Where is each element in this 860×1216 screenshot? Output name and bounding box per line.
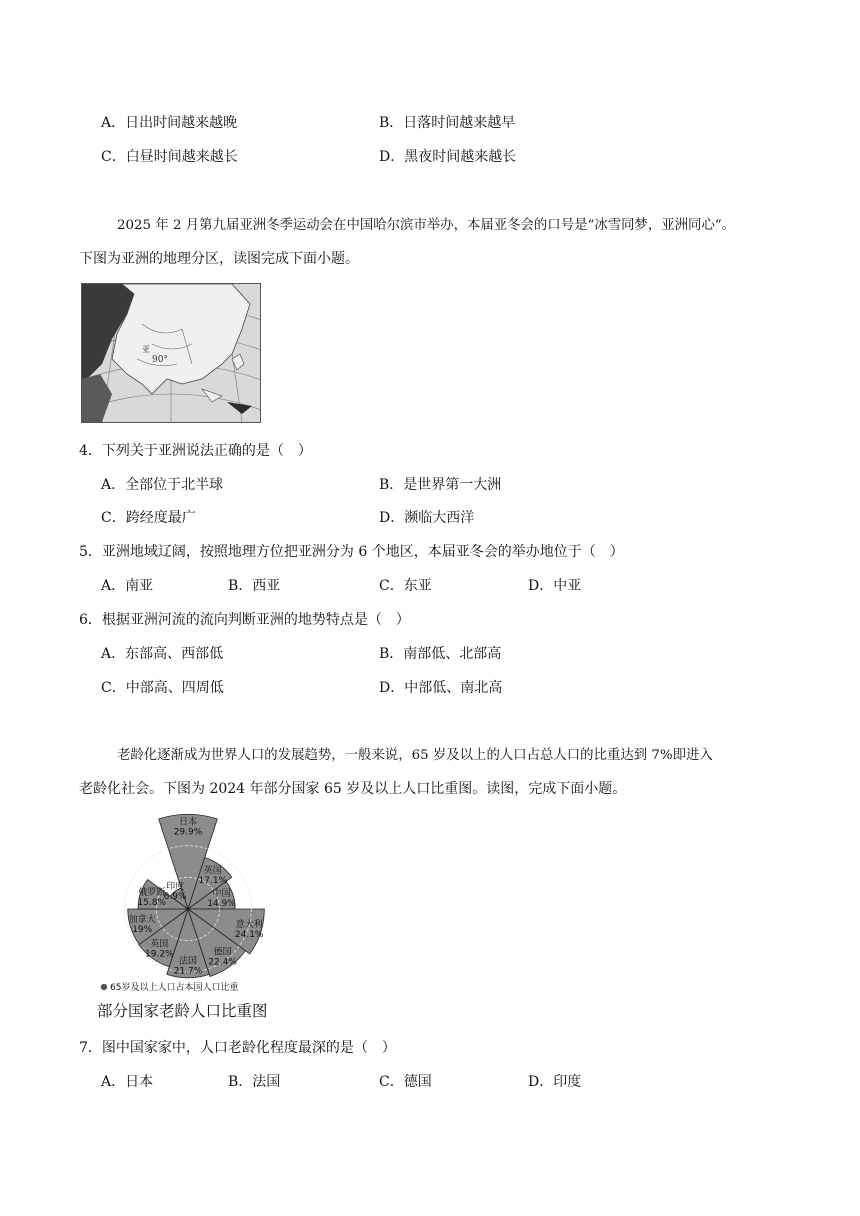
rose-value-label: 22.4% [208,957,237,968]
rose-category-label: 日本 [178,817,198,828]
question-7-stem: 7．图中国家家中，人口老龄化程度最深的是（ ） [79,1040,396,1056]
rose-category-label: 英国 [203,865,222,876]
intro-paragraph-line: 老龄化逐渐成为世界人口的发展趋势，一般来说，65 岁及以上的人口占总人口的比重达到 7%即进入 [117,748,713,763]
chart-title: 部分国家老龄人口比重图 [97,1002,268,1020]
rose-value-label: 17.1% [198,875,228,886]
option-b: B．西亚 [228,578,281,594]
rose-value-label: 21.7% [173,966,203,977]
question-5-stem: 5．亚洲地域辽阔，按照地理方位把亚洲分为 6 个地区，本届亚冬会的举办地位于（ ） [79,544,624,560]
option-c: C．跨经度最广 [101,510,196,526]
rose-value-label: 15.8% [137,898,167,909]
asia-regions-map [81,283,261,423]
option-d: D．濒临大西洋 [379,510,475,526]
intro-paragraph-line: 老龄化社会。下图为 2024 年部分国家 65 岁及以上人口比重图。读图，完成下面小题。 [79,781,627,797]
map-label-ya: 亚 [142,345,150,354]
rose-category-label: 中国 [212,889,231,900]
rose-value-label: 6.9% [163,892,187,903]
rose-category-label: 印度 [166,882,185,893]
option-c: C．白昼时间越来越长 [101,149,238,165]
option-c: C．东亚 [379,578,432,594]
asia-map-image [82,284,260,422]
option-d: D．黑夜时间越来越长 [379,149,517,165]
rose-category-label: 法国 [178,956,198,967]
option-d: D．中部低、南北高 [379,680,503,696]
rose-value-label: 24.1% [234,929,264,940]
rose-legend [101,981,239,993]
rose-category-label: 意大利 [235,919,263,930]
rose-value-label: 14.9% [207,899,236,910]
option-d: D．印度 [528,1074,582,1090]
legend-marker [101,984,107,990]
legend-text: 65岁及以上人口占本国人口比重 [110,983,239,993]
rose-category-label: 俄罗斯 [138,888,166,899]
option-a: A．日本 [101,1074,154,1090]
map-label-90: 90° [152,355,168,365]
option-a: A．全部位于北半球 [101,477,224,493]
question-4-stem: 4．下列关于亚洲说法正确的是（ ） [79,443,312,459]
option-a: A．东部高、西部低 [101,646,224,662]
rose-category-label: 加拿大 [128,914,156,925]
rose-category-label: 英国 [150,939,169,950]
question-6-stem: 6．根据亚洲河流的流向判断亚洲的地势特点是（ ） [79,612,410,628]
option-b: B．法国 [228,1074,281,1090]
option-b: B．是世界第一大洲 [379,477,502,493]
option-c: C．中部高、四周低 [101,680,224,696]
rose-value-label: 19.2% [145,949,174,960]
option-b: B．南部低、北部高 [379,646,502,662]
option-a: A．南亚 [101,578,154,594]
rose-category-label: 德国 [213,947,232,958]
intro-paragraph-line: 2025 年 2 月第九届亚洲冬季运动会在中国哈尔滨市举办，本届亚冬会的口号是“冰雪同梦，亚洲同心”。 [117,218,736,233]
option-d: D．中亚 [528,578,582,594]
option-a: A．日出时间越来越晚 [101,115,238,131]
option-c: C．德国 [379,1074,432,1090]
aging-population-rose-chart [85,805,315,1027]
rose-value-label: 19% [132,924,153,935]
option-b: B．日落时间越来越早 [379,115,516,131]
intro-paragraph-line: 下图为亚洲的地理分区，读图完成下面小题。 [79,251,359,267]
rose-value-label: 29.9% [173,827,203,838]
